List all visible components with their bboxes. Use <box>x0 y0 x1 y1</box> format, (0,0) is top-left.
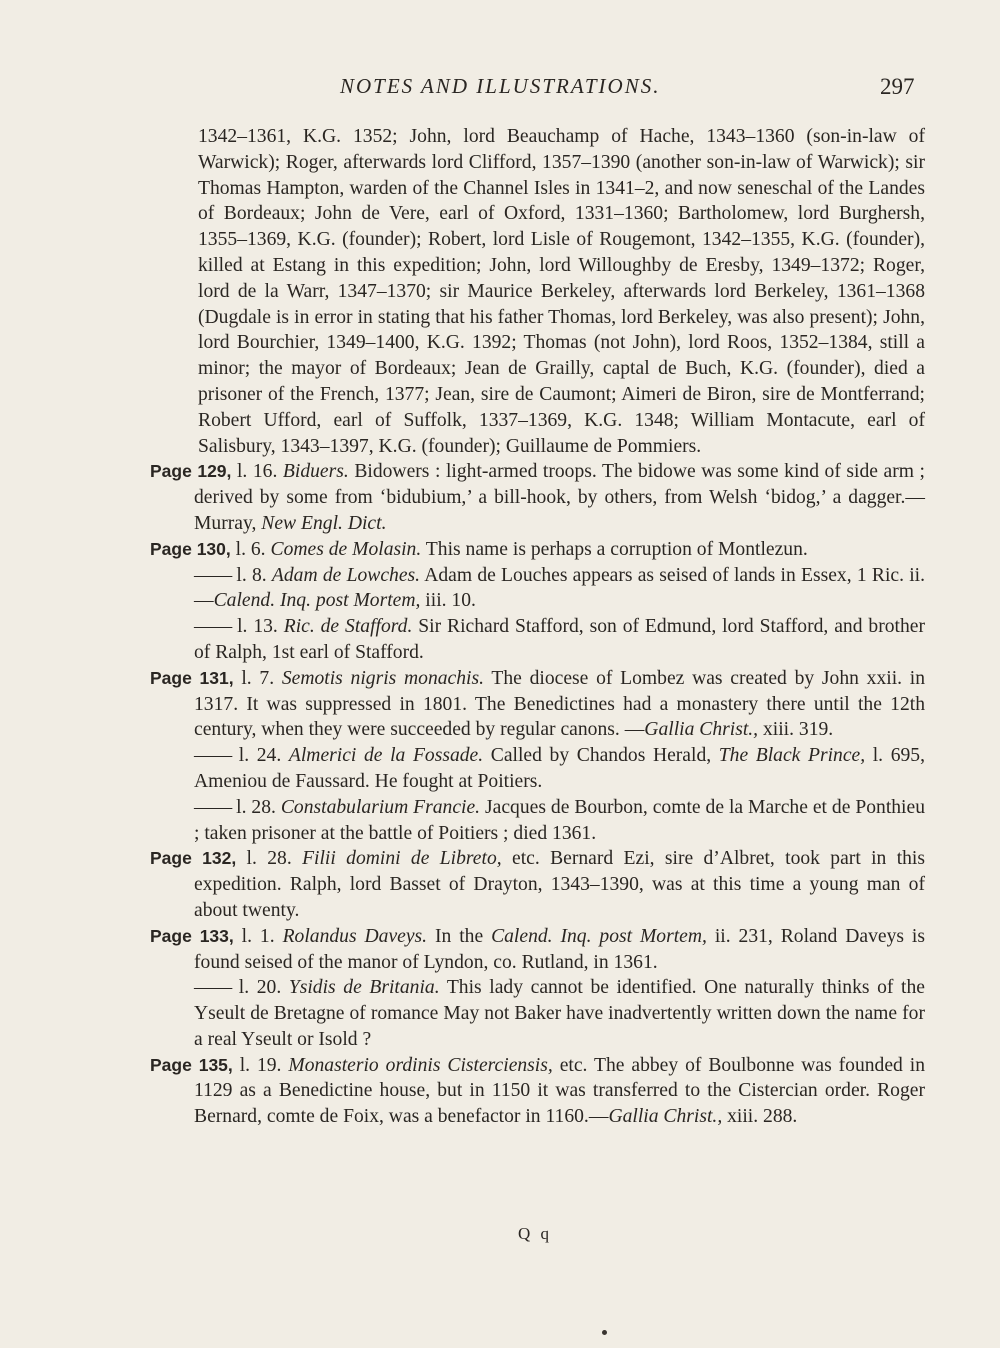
page-reference: Page 133, <box>150 925 234 946</box>
cited-work: Calend. Inq. post Mortem, <box>213 590 421 612</box>
cited-work: The Black Prince, <box>718 745 866 767</box>
signature-mark: Q q <box>518 1224 553 1243</box>
quoted-term: Filii domini de Libreto, <box>302 848 502 870</box>
page-reference: Page 130, <box>150 538 231 559</box>
line-reference: l. 6. <box>230 538 266 560</box>
note-text: Adam de Louches appears as seised of lands in Essex, 1 Ric. ii.— <box>194 564 925 612</box>
quoted-term: Adam de Lowches. <box>271 564 421 586</box>
line-reference: l. 24. <box>231 745 282 767</box>
page-reference: Page 129, <box>150 461 232 482</box>
notes-list <box>150 459 925 1130</box>
note-entry <box>150 846 925 923</box>
ditto-dash: —— <box>194 745 232 767</box>
cited-work: Gallia Christ., <box>644 719 759 741</box>
page-reference: Page 132, <box>150 848 237 869</box>
note-entry <box>150 924 925 976</box>
note-entry <box>150 614 925 666</box>
note-entry <box>150 975 925 1052</box>
note-text: Called by Chandos Herald, <box>483 745 719 767</box>
line-reference: l. 8. <box>231 564 267 586</box>
quoted-term: Ysidis de Britania. <box>288 977 440 999</box>
citation-locator: xiii. 288. <box>722 1106 798 1128</box>
line-reference: l. 13. <box>231 616 278 638</box>
quoted-term: Constabularium Francie. <box>280 796 481 818</box>
notes-body <box>150 124 925 1130</box>
note-text: This name is perhaps a corruption of Montlezun. <box>421 538 808 560</box>
quoted-term: Almerici de la Fossade. <box>288 745 484 767</box>
cited-work: New Engl. Dict. <box>261 512 387 534</box>
note-text: Jacques de Bourbon, comte de la Marche et de Ponthieu ; taken prisoner at the battle of Poitiers ; died 1361. <box>194 796 925 844</box>
quoted-term: Comes de Molasin. <box>270 538 422 560</box>
ditto-dash: —— <box>194 796 232 818</box>
line-reference: l. 7. <box>233 667 275 689</box>
cited-work: Gallia Christ., <box>608 1106 723 1128</box>
note-text: Sir Richard Stafford, son of Edmund, lord Stafford, and brother of Ralph, 1st earl of Stafford. <box>194 616 925 663</box>
quoted-term: Biduers. <box>282 461 349 483</box>
note-entry <box>150 666 925 743</box>
line-reference: l. 28. <box>236 848 292 870</box>
ditto-dash: —— <box>194 977 232 999</box>
line-reference: l. 20. <box>231 977 282 999</box>
note-entry <box>150 743 925 795</box>
note-entry <box>150 563 925 615</box>
quoted-term: Ric. de Stafford. <box>283 616 413 638</box>
page-reference: Page 135, <box>150 1054 233 1075</box>
citation-locator: ii. 231, Roland Daveys is found seised of the manor of Lyndon, co. Rutland, in 1361. <box>194 925 925 973</box>
note-text: Bidowers : light-armed troops. The bidowe was some kind of side arm ; derived by some from ‘bidubium,’ a bill-hook, by others, from Welsh ‘bidog,’ a dagger.—Murray, <box>194 461 925 534</box>
note-text: etc. The abbey of Boulbonne was founded in 1129 as a Benedictine house, but in 1150 it was transferred to the Cistercian order. Roger Bernard, comte de Foix, was a benefactor in 1160.— <box>194 1054 925 1128</box>
note-text: etc. Bernard Ezi, sire d’Albret, took part in this expedition. Ralph, lord Basset of Drayton, 1343–1390, was at this time a young man of about twenty. <box>194 848 926 921</box>
note-text: This lady cannot be identified. One naturally thinks of the Yseult de Bretagne of romance May not Baker have inadvertently written down the name for a real Yseult or Isold ? <box>194 977 925 1050</box>
ditto-dash: —— <box>194 564 232 586</box>
note-text: The diocese of Lombez was created by John xxii. in 1317. It was suppressed in 1801. The Benedictines had a monastery there until the 12th century, when they were succeeded by regular canons. — <box>194 667 926 741</box>
note-entry <box>150 795 925 847</box>
running-title: NOTES AND ILLUSTRATIONS. <box>340 74 661 98</box>
note-text: In the <box>427 925 492 947</box>
ditto-dash: —— <box>194 616 232 638</box>
line-reference: l. 28. <box>231 796 276 818</box>
citation-locator: xiii. 319. <box>758 719 834 741</box>
quoted-term: Semotis nigris monachis. <box>281 667 485 689</box>
citation-locator: iii. 10. <box>420 590 476 612</box>
ink-speck <box>602 1330 607 1335</box>
page-number: 297 <box>880 74 915 99</box>
continuation-paragraph: 1342–1361, K.G. 1352; John, lord Beauchamp of Hache, 1343–1360 (son-in-law of Warwick); Roger, afterwards lord Clifford, 1357–1390 (another son-in-law of Warwick); sir Thomas Hampton, warden of the Channel Isles in 1341–2, and now seneschal of the Landes of Bordeaux; John de Vere, earl of Oxford, 1331–1360; Bartholomew, lord Burghersh, 1355–1369, K.G. (founder); Robert, lord Lisle of Rougemont, 1342–1355, K.G. (founder), killed at Estang in this expedition; John, lord Willoughby de Eresby, 1349–1372; Roger, lord de la Warr, 1347–1370; sir Maurice Berkeley, afterwards lord Berkeley, 1361–1368 (Dugdale is in error in stating that his father Thomas, lord Berkeley, was also present); John, lord Bourchier, 1349–1400, K.G. 1392; Thomas (not John), lord Roos, 1352–1384, still a minor; the mayor of Bordeaux; Jean de Grailly, captal de Buch, K.G. (founder), died a prisoner of the French, 1377; Jean, sire de Caumont; Aimeri de Biron, sire de Montferrand; Robert Ufford, earl of Suffolk, 1337–1369, K.G. 1348; William Montacute, earl of Salisbury, 1343–1397, K.G. (founder); Guillaume de Pommiers. <box>198 126 925 457</box>
cited-work: Calend. Inq. post Mortem, <box>491 925 707 947</box>
quoted-term: Rolandus Daveys. <box>282 925 428 947</box>
note-entry <box>150 537 925 563</box>
page-reference: Page 131, <box>150 667 234 688</box>
line-reference: l. 1. <box>233 925 275 947</box>
line-reference: l. 19. <box>232 1054 282 1076</box>
line-reference: l. 16. <box>231 461 278 483</box>
citation-locator: l. 695, Ameniou de Faussard. He fought at Poitiers. <box>194 745 925 792</box>
note-entry <box>150 459 925 536</box>
note-entry <box>150 1053 925 1130</box>
quoted-term: Monasterio ordinis Cisterciensis, <box>288 1054 553 1076</box>
